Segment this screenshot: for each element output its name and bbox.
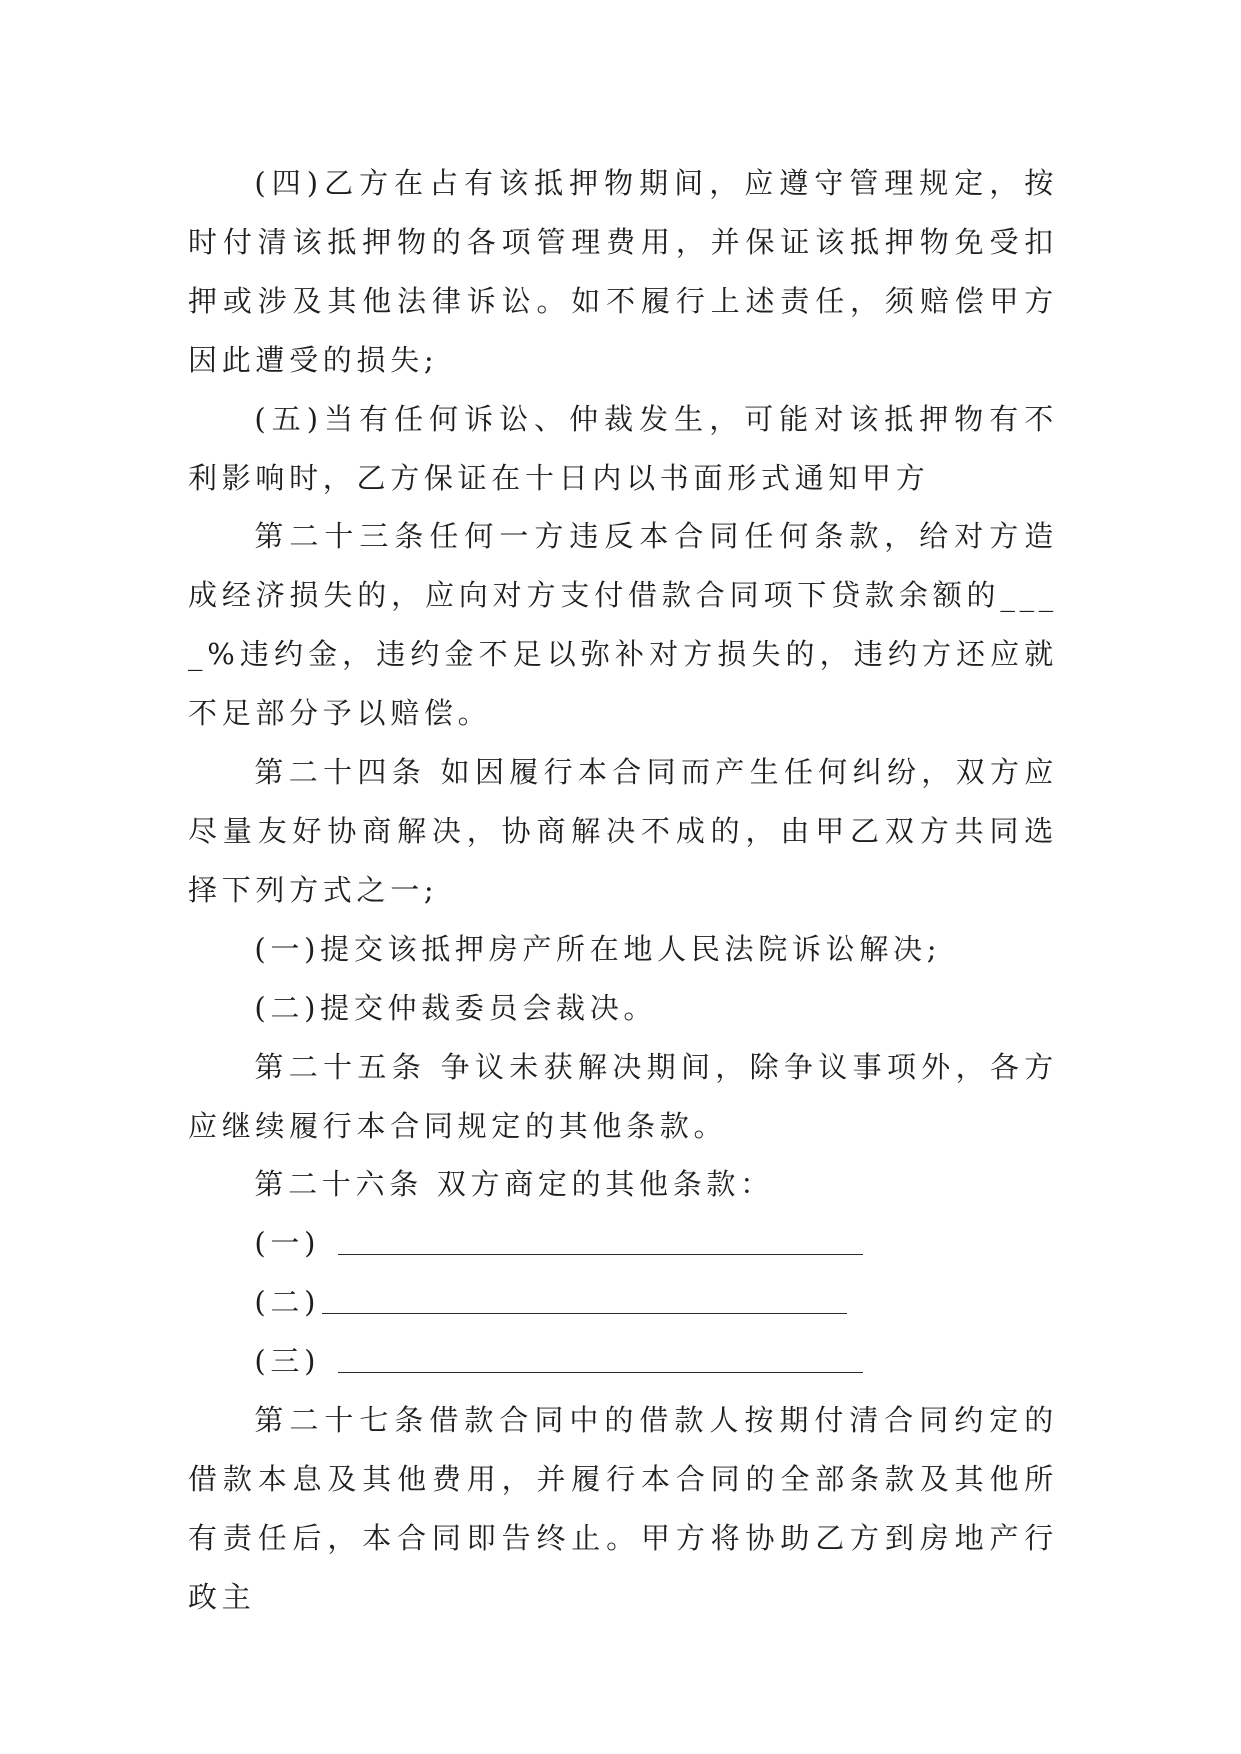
other-clause-3-fill-line — [338, 1371, 863, 1373]
other-clause-3 — [188, 1332, 1058, 1391]
document-body — [188, 154, 1058, 1627]
clause-4-paragraph: (四)乙方在占有该抵押物期间，应遵守管理规定，按时付清该抵押物的各项管理费用，并保证该抵押物免受扣押或涉及其他法律诉讼。如不履行上述责任，须赔偿甲方因此遭受的损失; — [188, 166, 1058, 377]
dispute-option-2: (二)提交仲裁委员会裁决。 — [254, 990, 658, 1025]
other-clause-1 — [188, 1214, 1058, 1273]
article-24-paragraph: 第二十四条 如因履行本合同而产生任何纠纷，双方应尽量友好协商解决，协商解决不成的，由甲乙双方共同选择下列方式之一; — [188, 755, 1058, 907]
other-clause-1-fill-line — [338, 1253, 863, 1255]
article-25-paragraph: 第二十五条 争议未获解决期间，除争议事项外，各方应继续履行本合同规定的其他条款。 — [188, 1049, 1058, 1143]
dispute-option-1: (一)提交该抵押房产所在地人民法院诉讼解决; — [254, 931, 942, 966]
other-clause-3-label: (三) — [254, 1344, 321, 1379]
article-26-paragraph: 第二十六条 双方商定的其他条款： — [254, 1167, 774, 1202]
other-clause-2 — [188, 1273, 1058, 1332]
article-23-paragraph: 第二十三条任何一方违反本合同任何条款，给对方造成经济损失的，应向对方支付借款合同项下贷款余额的____%违约金，违约金不足以弥补对方损失的，违约方还应就不足部分予以赔偿。 — [188, 519, 1058, 731]
clause-5-paragraph: (五)当有任何诉讼、仲裁发生，可能对该抵押物有不利影响时，乙方保证在十日内以书面形式通知甲方 — [188, 401, 1058, 495]
other-clause-1-label: (一) — [254, 1226, 321, 1261]
article-27-paragraph: 第二十七条借款合同中的借款人按期付清合同约定的借款本息及其他费用，并履行本合同的全部条款及其他所有责任后，本合同即告终止。甲方将协助乙方到房地产行政主 — [188, 1403, 1058, 1614]
other-clause-2-fill-line — [322, 1312, 847, 1314]
other-clause-2-label: (二) — [254, 1285, 321, 1320]
